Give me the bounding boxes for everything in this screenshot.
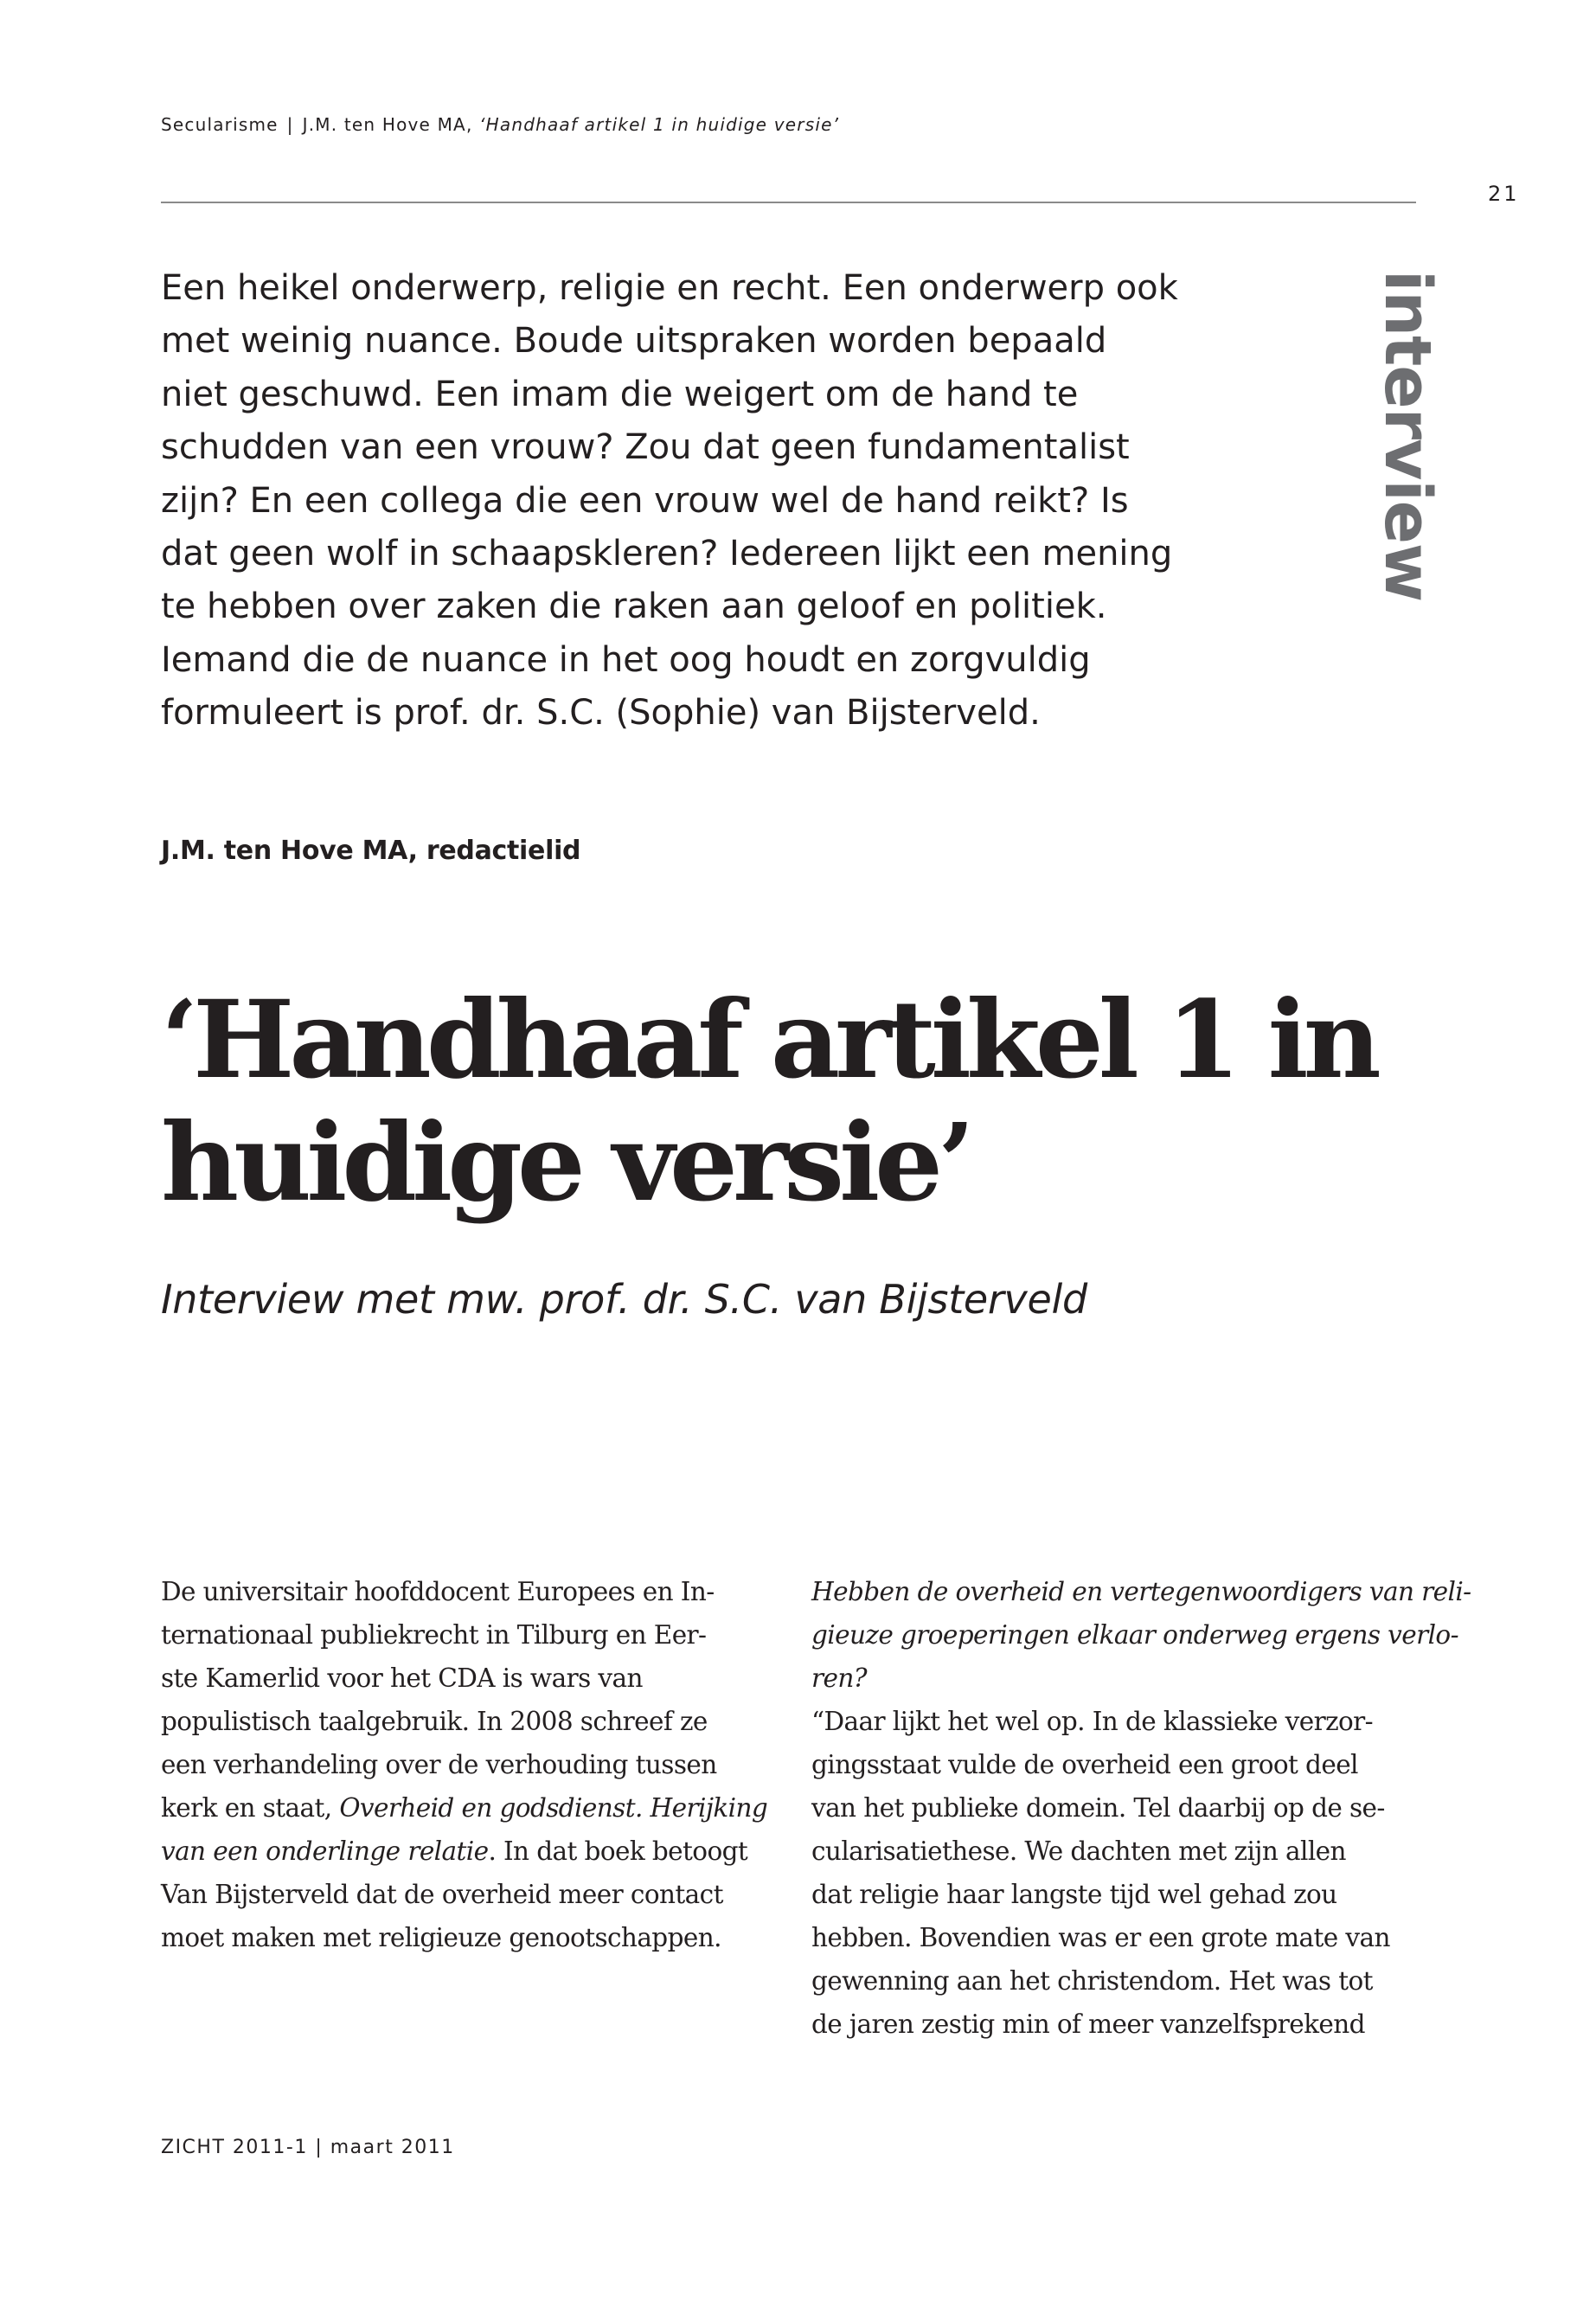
section-label: interview xyxy=(1370,270,1445,602)
running-head-author: J.M. ten Hove MA, xyxy=(302,114,473,135)
book-title: van een onderlinge relatie xyxy=(161,1836,489,1866)
answer-line: gingsstaat vulde de overheid een groot deel xyxy=(811,1750,1358,1779)
answer-line: cularisatiethese. We dachten met zijn allen xyxy=(811,1836,1346,1866)
article-subtitle: Interview met mw. prof. dr. S.C. van Bijsterveld xyxy=(161,1276,1087,1323)
footer-separator: | xyxy=(315,2137,324,2158)
body-line: een verhandeling over de verhouding tussen xyxy=(161,1750,717,1779)
body-line xyxy=(161,1830,766,1873)
body-column-right xyxy=(811,1570,1471,2046)
body-line: ste Kamerlid voor het CDA is wars van xyxy=(161,1663,643,1693)
body-line xyxy=(161,1786,766,1830)
footer-journal: ZICHT 2011-1 xyxy=(161,2137,308,2158)
answer-line: dat religie haar langste tijd wel gehad zou xyxy=(811,1880,1337,1909)
footer-date: maart 2011 xyxy=(330,2137,455,2158)
headline-line: ‘Handhaaf artikel 1 in xyxy=(161,977,1376,1103)
byline: J.M. ten Hove MA, redactielid xyxy=(161,836,581,866)
running-head-title: ‘Handhaaf artikel 1 in huidige versie’ xyxy=(479,114,840,135)
page-number: 21 xyxy=(1488,182,1520,206)
running-head-separator: | xyxy=(286,114,294,135)
running-head xyxy=(161,114,839,135)
intro-line: dat geen wolf in schaapskleren? Iedereen lijkt een mening xyxy=(161,534,1173,574)
intro-line: Een heikel onderwerp, religie en recht. Een onderwerp ook xyxy=(161,268,1178,308)
question-line: gieuze groeperingen elkaar onderweg ergens verlo- xyxy=(811,1620,1458,1650)
body-text: kerk en staat, xyxy=(161,1793,340,1823)
answer-line: van het publieke domein. Tel daarbij op de se- xyxy=(811,1793,1385,1823)
body-column-left xyxy=(161,1570,766,1959)
answer-line: “Daar lijkt het wel op. In de klassieke verzor- xyxy=(811,1707,1374,1736)
body-line: ternationaal publiekrecht in Tilburg en Eer- xyxy=(161,1620,707,1650)
article-headline xyxy=(161,979,1458,1225)
body-line: populistisch taalgebruik. In 2008 schreef ze xyxy=(161,1707,708,1736)
running-head-section: Secularisme xyxy=(161,114,279,135)
intro-line: met weinig nuance. Boude uitspraken worden bepaald xyxy=(161,321,1107,362)
body-line: moet maken met religieuze genootschappen. xyxy=(161,1923,721,1952)
header-rule xyxy=(161,202,1416,203)
answer-line: de jaren zestig min of meer vanzelfsprekend xyxy=(811,2009,1365,2039)
question-line: Hebben de overheid en vertegenwoordigers van reli- xyxy=(811,1577,1471,1606)
page-footer xyxy=(161,2137,455,2158)
answer-line: gewenning aan het christendom. Het was tot xyxy=(811,1966,1373,1996)
question-line: ren? xyxy=(811,1663,867,1693)
intro-line: zijn? En een collega die een vrouw wel de hand reikt? Is xyxy=(161,480,1129,521)
book-title: Overheid en godsdienst. Herijking xyxy=(339,1793,768,1823)
body-line: De universitair hoofddocent Europees en In- xyxy=(161,1577,715,1606)
intro-paragraph xyxy=(161,262,1178,740)
intro-line: niet geschuwd. Een imam die weigert om de hand te xyxy=(161,374,1079,414)
body-line: Van Bijsterveld dat de overheid meer contact xyxy=(161,1880,723,1909)
intro-line: schudden van een vrouw? Zou dat geen fundamentalist xyxy=(161,427,1130,468)
headline-line: huidige versie’ xyxy=(161,1100,971,1226)
intro-line: Iemand die de nuance in het oog houdt en zorgvuldig xyxy=(161,639,1091,680)
body-text: . In dat boek betoogt xyxy=(488,1836,748,1866)
intro-line: te hebben over zaken die raken aan geloof en politiek. xyxy=(161,586,1107,627)
answer-line: hebben. Bovendien was er een grote mate van xyxy=(811,1923,1390,1952)
intro-line: formuleert is prof. dr. S.C. (Sophie) van Bijsterveld. xyxy=(161,693,1041,734)
